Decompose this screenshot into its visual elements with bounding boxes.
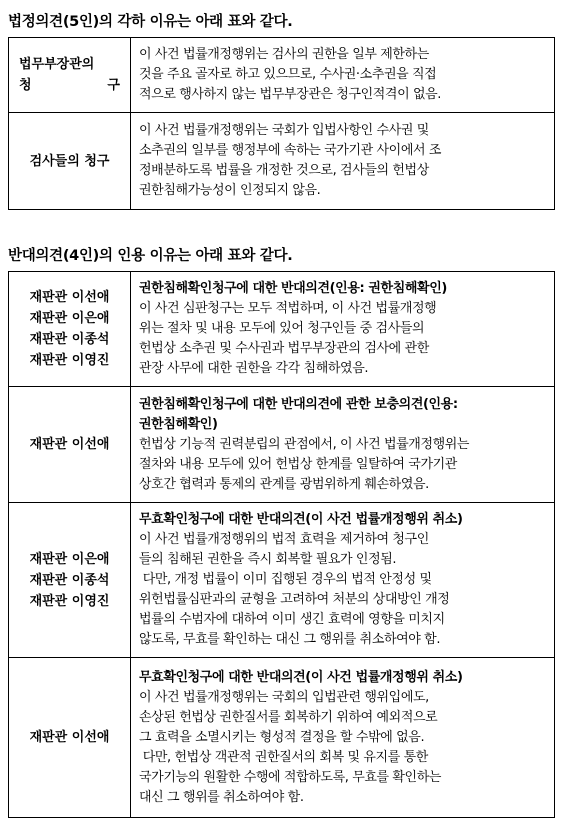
text-line: 관장 사무에 대한 권한을 각각 침해하였음.	[139, 361, 369, 376]
row-content	[131, 272, 555, 387]
text-line: 위는 절차 및 내용 모두에 있어 청구인들 중 검사들의	[139, 321, 425, 336]
opinion-title: 권한침해확인)	[139, 416, 218, 432]
text-line: 다만, 개정 법률이 이미 집행된 경우의 법적 안정성 및	[139, 572, 432, 587]
opinion-title: 무효확인청구에 대한 반대의견(이 사건 법률개정행위 취소)	[139, 669, 463, 685]
row-label	[9, 658, 131, 818]
opinion-title: 무효확인청구에 대한 반대의견(이 사건 법률개정행위 취소)	[139, 512, 463, 527]
text-line: 들의 침해된 권한을 즉시 회복할 필요가 인정됨.	[139, 552, 397, 567]
text-line: 이 사건 법률개정행위는 국회가 입법사항인 수사권 및	[139, 123, 429, 138]
text-line: 이 사건 법률개정행위의 법적 효력을 제거하여 청구인	[139, 532, 429, 547]
section2-heading: 반대의견(4인)의 인용 이유는 아래 표와 같다.	[8, 248, 293, 264]
row-content	[131, 113, 555, 210]
label-line: 재판관 이선애	[29, 437, 110, 452]
row-label	[9, 113, 131, 210]
label-line: 재판관 이영진	[29, 353, 110, 368]
text-line: 않도록, 무효를 확인하는 대신 그 행위를 취소하여야 함.	[139, 632, 441, 647]
label-line: 재판관 이선애	[29, 290, 110, 305]
row-content	[131, 38, 555, 113]
table-row	[9, 272, 555, 387]
text-line: 그 효력을 소멸시키는 형성적 결정을 할 수밖에 없음.	[139, 729, 425, 745]
table-row	[9, 113, 555, 210]
row-label	[9, 38, 131, 113]
majority-opinion-table	[8, 37, 555, 210]
table-row	[9, 658, 555, 818]
text-line: 대신 그 행위를 취소하여야 함.	[139, 789, 304, 805]
text-line: 소추권의 일부를 행정부에 속하는 국가기관 사이에서 조	[139, 143, 442, 158]
label-line: 청 구	[19, 78, 120, 93]
section1-heading: 법정의견(5인)의 각하 이유는 아래 표와 같다.	[8, 14, 293, 30]
text-line: 이 사건 심판청구는 모두 적법하며, 이 사건 법률개정행	[139, 301, 437, 316]
label-line: 재판관 이선애	[29, 730, 110, 745]
text-line: 헌법상 기능적 권력분립의 관점에서, 이 사건 법률개정행위는	[139, 436, 470, 452]
text-line: 국가기능의 원활한 수행에 적합하도록, 무효를 확인하는	[139, 769, 442, 785]
text-line: 다만, 헌법상 객관적 권한질서의 회복 및 유지를 통한	[139, 749, 428, 765]
label-line: 검사들의 청구	[29, 153, 110, 169]
row-label	[9, 387, 131, 503]
text-line: 손상된 헌법상 권한질서를 회복하기 위하여 예외적으로	[139, 709, 438, 725]
row-label	[9, 272, 131, 387]
opinion-title: 권한침해확인청구에 대한 반대의견에 관한 보충의견(인용:	[139, 396, 458, 412]
row-content	[131, 387, 555, 503]
label-line: 재판관 이종석	[29, 332, 110, 347]
dissenting-opinion-table	[8, 271, 555, 818]
table-row	[9, 38, 555, 113]
label-line: 재판관 이종석	[29, 572, 110, 588]
text-line: 권한침해가능성이 인정되지 않음.	[139, 183, 321, 198]
text-line: 헌법상 소추권 및 수사권과 법무부장관의 검사에 관한	[139, 341, 429, 356]
text-line: 이 사건 법률개정행위는 검사의 권한을 일부 제한하는	[139, 47, 429, 62]
row-label	[9, 503, 131, 658]
row-content	[131, 503, 555, 658]
row-content	[131, 658, 555, 818]
text-line: 적으로 행사하지 않는 법무부장관은 청구인적격이 없음.	[139, 87, 442, 102]
label-line: 법무부장관의	[19, 57, 95, 72]
opinion-title: 권한침해확인청구에 대한 반대의견(인용: 권한침해확인)	[139, 281, 447, 296]
label-line: 재판관 이은애	[29, 311, 110, 326]
text-line: 것을 주요 골자로 하고 있으므로, 수사권·소추권을 직접	[139, 67, 437, 82]
text-line: 절차와 내용 모두에 있어 헌법상 한계를 일탈하여 국가기관	[139, 456, 457, 472]
table-row	[9, 503, 555, 658]
text-line: 법률의 수범자에 대하여 이미 생긴 효력에 영향을 미치지	[139, 612, 445, 627]
text-line: 위헌법률심판과의 균형을 고려하여 처분의 상대방인 개정	[139, 592, 450, 607]
text-line: 이 사건 법률개정행위는 국회의 입법관련 행위입에도,	[139, 689, 429, 705]
text-line: 상호간 협력과 통제의 관계를 광범위하게 훼손하였음.	[139, 476, 429, 492]
table-row	[9, 387, 555, 503]
text-line: 정배분하도록 법률을 개정한 것으로, 검사들의 헌법상	[139, 163, 429, 178]
label-line: 재판관 이영진	[29, 593, 110, 609]
label-line: 재판관 이은애	[29, 551, 110, 567]
